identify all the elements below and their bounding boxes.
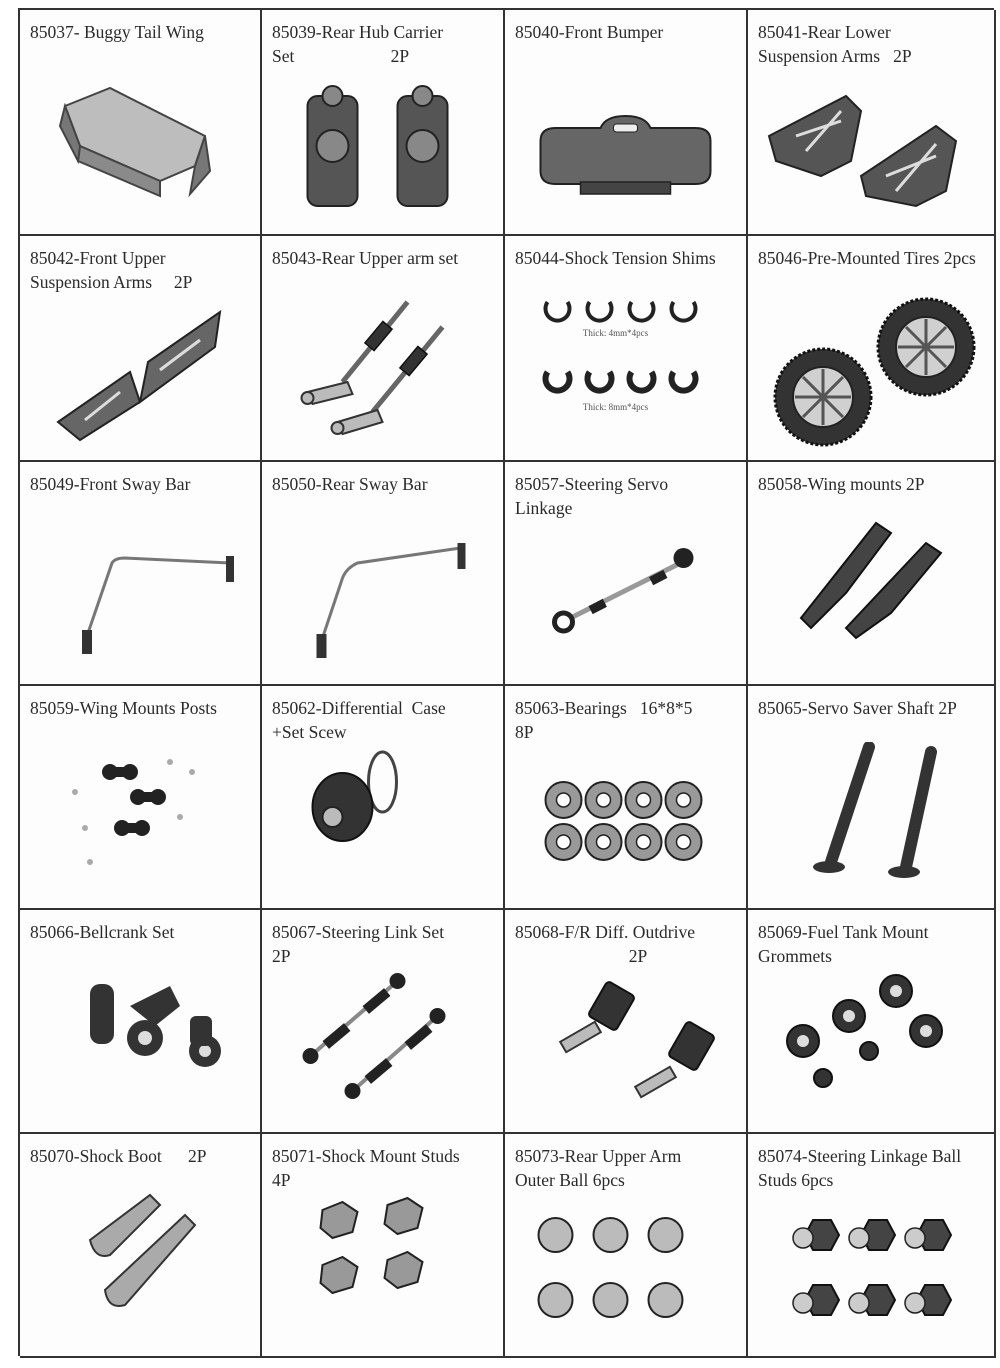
front-bumper-icon	[505, 66, 746, 226]
part-label: 85058-Wing mounts 2P	[758, 474, 925, 494]
part-cell-85073	[505, 1134, 748, 1358]
bearing-icon	[505, 742, 746, 902]
shims-icon	[505, 292, 746, 452]
part-cell-85071	[262, 1134, 505, 1358]
part-cell-85040	[505, 10, 748, 236]
bellcrank-icon	[20, 966, 260, 1126]
part-cell-85044	[505, 236, 748, 462]
part-cell-85063	[505, 686, 748, 910]
part-cell-85074	[748, 1134, 996, 1358]
outdrive-icon	[505, 966, 746, 1126]
part-cell-85041	[748, 10, 996, 236]
lower-arm-icon	[748, 66, 994, 226]
part-label: 85037- Buggy Tail Wing	[30, 22, 204, 42]
upper-arm-icon	[20, 292, 260, 452]
part-cell-85069	[748, 910, 996, 1134]
part-label: 85074-Steering Linkage Ball Studs 6pcs	[758, 1146, 962, 1190]
part-label: 85070-Shock Boot 2P	[30, 1146, 207, 1166]
part-label: 85066-Bellcrank Set	[30, 922, 175, 942]
part-cell-85059	[20, 686, 262, 910]
part-cell-85043	[262, 236, 505, 462]
hub-carrier-icon	[262, 66, 503, 226]
sway-bar-icon	[20, 518, 260, 678]
part-cell-85057	[505, 462, 748, 686]
mount-stud-icon	[262, 1190, 503, 1350]
rear-sway-bar-icon	[262, 518, 503, 678]
part-cell-85050	[262, 462, 505, 686]
grommet-icon	[748, 966, 994, 1126]
part-label: 85062-Differential Case +Set Scew	[272, 698, 446, 742]
part-label: 85039-Rear Hub Carrier Set 2P	[272, 22, 444, 66]
parts-grid	[18, 8, 994, 1356]
part-cell-85062	[262, 686, 505, 910]
part-label: 85046-Pre-Mounted Tires 2pcs	[758, 248, 976, 268]
part-label: 85042-Front Upper Suspension Arms 2P	[30, 248, 193, 292]
servo-shaft-icon	[748, 742, 994, 902]
outer-ball-icon	[505, 1190, 746, 1350]
shock-boot-icon	[20, 1190, 260, 1350]
part-label: 85057-Steering Servo Linkage	[515, 474, 669, 518]
part-label: 85050-Rear Sway Bar	[272, 474, 428, 494]
part-cell-85068	[505, 910, 748, 1134]
part-cell-85046	[748, 236, 996, 462]
diff-case-icon	[262, 742, 503, 902]
part-label: 85041-Rear Lower Suspension Arms 2P	[758, 22, 912, 66]
part-cell-85065	[748, 686, 996, 910]
part-cell-85042	[20, 236, 262, 462]
part-label: 85044-Shock Tension Shims	[515, 248, 716, 268]
part-cell-85070	[20, 1134, 262, 1358]
part-cell-85049	[20, 462, 262, 686]
tire-icon	[748, 292, 994, 452]
part-label: 85043-Rear Upper arm set	[272, 248, 459, 268]
part-label: 85067-Steering Link Set 2P	[272, 922, 445, 966]
shim-caption: Thick: 8mm*4pcs	[582, 402, 649, 412]
part-label: 85071-Shock Mount Studs 4P	[272, 1146, 460, 1190]
wing-post-icon	[20, 742, 260, 902]
part-label: 85065-Servo Saver Shaft 2P	[758, 698, 957, 718]
part-label: 85069-Fuel Tank Mount Grommets	[758, 922, 929, 966]
part-label: 85068-F/R Diff. Outdrive 2P	[515, 922, 696, 966]
part-label: 85063-Bearings 16*8*5 8P	[515, 698, 693, 742]
part-cell-85067	[262, 910, 505, 1134]
upper-arm-set-icon	[262, 292, 503, 452]
part-cell-85058	[748, 462, 996, 686]
part-cell-85039	[262, 10, 505, 236]
part-cell-85037	[20, 10, 262, 236]
part-label: 85073-Rear Upper Arm Outer Ball 6pcs	[515, 1146, 682, 1190]
steering-link-icon	[262, 966, 503, 1126]
shim-caption: Thick: 4mm*4pcs	[582, 328, 649, 338]
servo-linkage-icon	[505, 518, 746, 678]
part-label: 85040-Front Bumper	[515, 22, 664, 42]
tail-wing-icon	[20, 66, 260, 226]
ball-stud-icon	[748, 1190, 994, 1350]
part-label: 85049-Front Sway Bar	[30, 474, 191, 494]
wing-mount-icon	[748, 518, 994, 678]
part-cell-85066	[20, 910, 262, 1134]
part-label: 85059-Wing Mounts Posts	[30, 698, 217, 718]
